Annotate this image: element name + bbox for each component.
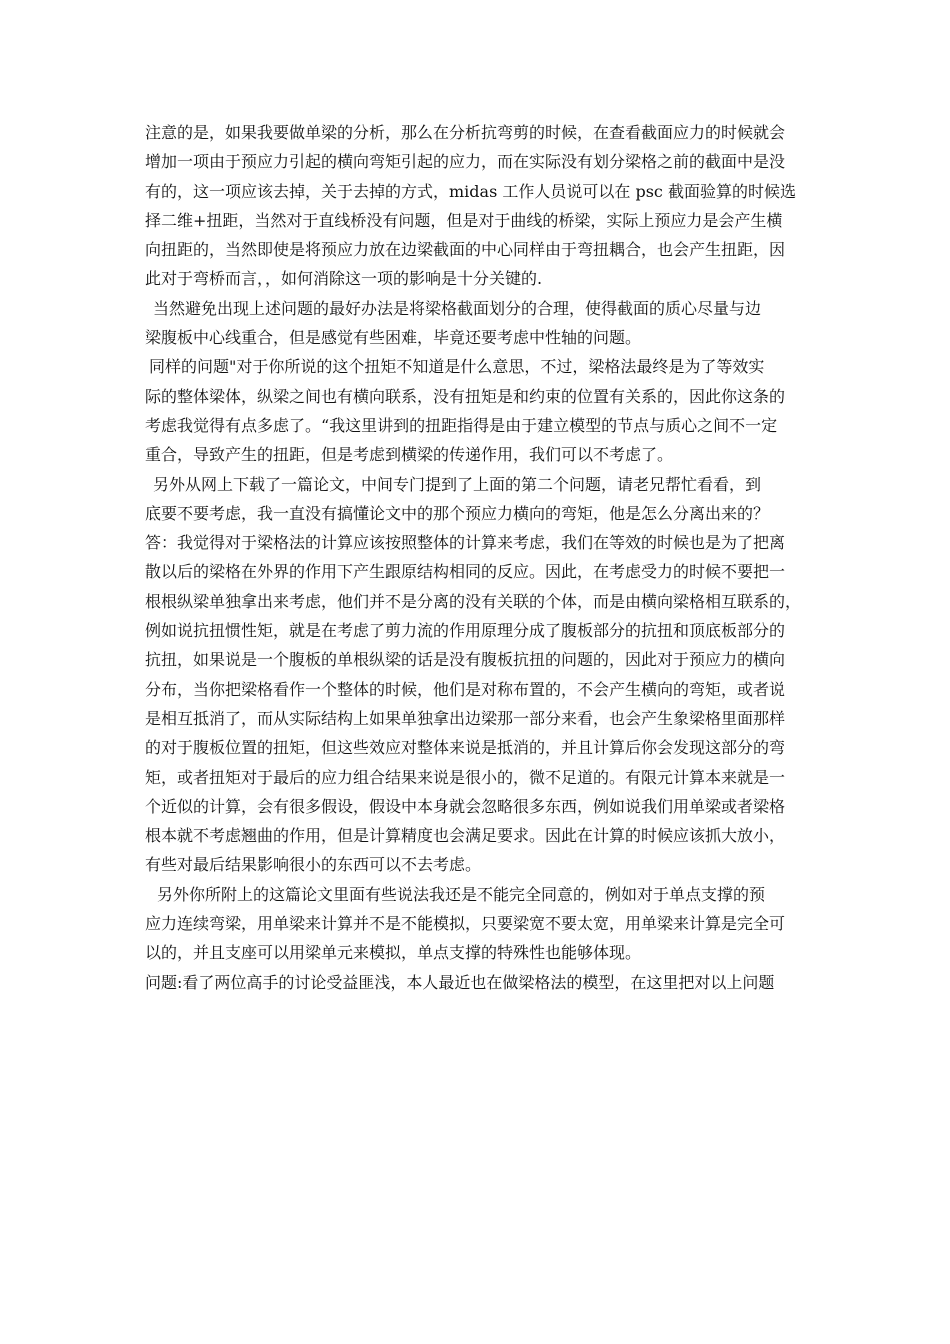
text-line: 增加一项由于预应力引起的横向弯矩引起的应力，而在实际没有划分梁格之前的截面中是没 [145, 152, 786, 172]
text-line: 当然避免出现上述问题的最好办法是将梁格截面划分的合理，使得截面的质心尽量与边 [153, 298, 762, 318]
text-line: 底要不要考虑，我一直没有搞懂论文中的那个预应力横向的弯矩，他是怎么分离出来的？ [145, 503, 770, 523]
text-line: 个近似的计算，会有很多假设，假设中本身就会忽略很多东西，例如说我们用单梁或者梁格 [145, 796, 786, 816]
text-line: 分布，当你把梁格看作一个整体的时候，他们是对称布置的，不会产生横向的弯矩，或者说 [145, 679, 786, 699]
text-line: 重合，导致产生的扭距，但是考虑到横梁的传递作用，我们可以不考虑了。 [145, 445, 674, 465]
text-line: 散以后的梁格在外界的作用下产生跟原结构相同的反应。因此，在考虑受力的时候不要把一 [145, 562, 786, 582]
text-line: 际的整体梁体，纵梁之间也有横向联系，没有扭矩是和约束的位置有关系的，因此你这条的 [145, 386, 786, 406]
text-line: 问题:看了两位高手的讨论受益匪浅，本人最近也在做梁格法的模型，在这里把对以上问题 [145, 972, 775, 992]
text-line: 应力连续弯梁，用单梁来计算并不是不能模拟，只要梁宽不要太宽，用单梁来计算是完全可 [145, 914, 786, 934]
text-line: 考虑我觉得有点多虑了。“我这里讲到的扭距指得是由于建立模型的节点与质心之间不一定 [145, 415, 778, 435]
text-line: 抗扭，如果说是一个腹板的单根纵梁的话是没有腹板抗扭的问题的，因此对于预应力的横向 [145, 650, 786, 670]
text-line: 矩，或者扭矩对于最后的应力组合结果来说是很小的，微不足道的。有限元计算本来就是一 [145, 767, 786, 787]
text-line: 是相互抵消了，而从实际结构上如果单独拿出边梁那一部分来看，也会产生象梁格里面那样 [145, 708, 786, 728]
text-line: 有些对最后结果影响很小的东西可以不去考虑。 [145, 855, 482, 875]
text-line: 根本就不考虑翘曲的作用，但是计算精度也会满足要求。因此在计算的时候应该抓大放小， [145, 826, 786, 846]
text-line: 择二维+扭距，当然对于直线桥没有问题，但是对于曲线的桥梁，实际上预应力是会产生横 [145, 210, 783, 230]
text-line: 同样的问题"对于你所说的这个扭矩不知道是什么意思，不过，梁格法最终是为了等效实 [149, 357, 765, 377]
text-line: 答：我觉得对于梁格法的计算应该按照整体的计算来考虑，我们在等效的时候也是为了把离 [145, 533, 786, 553]
text-line: 另外你所附上的这篇论文里面有些说法我还是不能完全同意的，例如对于单点支撑的预 [157, 884, 766, 904]
text-line: 另外从网上下载了一篇论文，中间专门提到了上面的第二个问题，请老兄帮忙看看，到 [153, 474, 762, 494]
text-line: 有的，这一项应该去掉，关于去掉的方式，midas 工作人员说可以在 psc 截面验算的时候选 [145, 181, 796, 201]
text-line: 以的，并且支座可以用梁单元来模拟，单点支撑的特殊性也能够体现。 [145, 943, 642, 963]
text-line: 根根纵梁单独拿出来考虑，他们并不是分离的没有关联的个体，而是由横向梁格相互联系的， [145, 591, 802, 611]
text-line: 的对于腹板位置的扭矩，但这些效应对整体来说是抵消的，并且计算后你会发现这部分的弯 [145, 738, 786, 758]
text-line: 向扭距的，当然即使是将预应力放在边梁截面的中心同样由于弯扭耦合，也会产生扭距，因 [145, 240, 786, 260]
document-body [145, 118, 810, 997]
text-line: 梁腹板中心线重合，但是感觉有些困难，毕竟还要考虑中性轴的问题。 [145, 328, 642, 348]
text-line: 此对于弯桥而言，，如何消除这一项的影响是十分关键的. [145, 269, 543, 289]
text-line: 注意的是，如果我要做单梁的分析，那么在分析抗弯剪的时候，在查看截面应力的时候就会 [145, 123, 786, 142]
text-line: 例如说抗扭惯性矩，就是在考虑了剪力流的作用原理分成了腹板部分的抗扭和顶底板部分的 [145, 621, 786, 641]
